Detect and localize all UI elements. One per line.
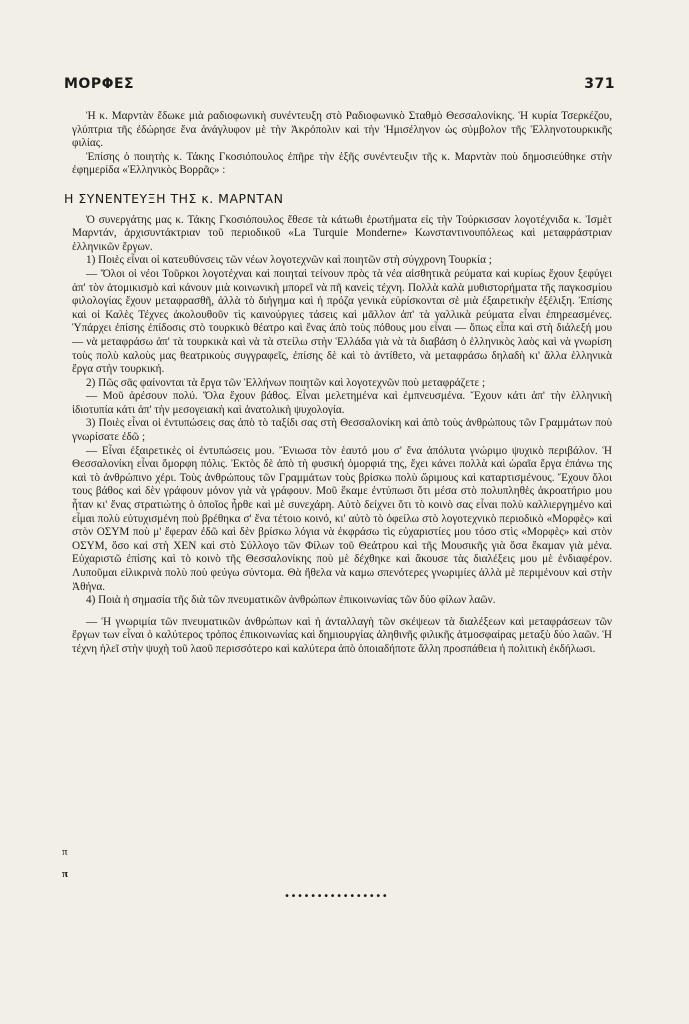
dotted-end-rule: •••••••••••••••• [284, 891, 389, 902]
question-2: 2) Πῶς σᾶς φαίνονται τὰ ἔργα τῶν Ἑλλήνων ποιητῶν καὶ λογοτεχνῶν ποὺ μεταφράζετε ; [86, 376, 486, 389]
answer-1: — Ὅλοι οἱ νέοι Τοῦρκοι λογοτέχναι καὶ ποιηταὶ τείνουν πρὸς τὰ νέα αἰσθητικὰ ρεύματα καὶ κυρίως ἔχουν ξεφύγει ἀπ' τὸν ἀτομικισμὸ καὶ κάνουν μιὰ κοινωνικὴ μπορεῖ νὰ πῆ κανεὶς τέχνη. Πολλὰ καλὰ μυθιστορήματα τῆς παγκοσμίου φιλολογίας ἔχουν μεταφρασθῆ, ἀλλὰ τὸ διήγημα καὶ ἡ πρόζα γενικὰ εὑρίσκονται σὲ μιὰ ἐξαιρετικὴν ἐξέλιξη. Ἐπίσης καὶ οἱ Καλὲς Τέχνες ἀκολουθοῦν τὶς καινούργιες τάσεις καὶ μᾶλλον ἀπ' τὰ γαλλικὰ ρεύματα εἶναι ἐπηρεασμένες. Ὑπάρχει ἐπίσης ἐπίδοσις στὸ τουρκικὸ θέατρο καὶ ἕνας ἀπὸ τοὺς πόθους μου εἶναι — ὅπως εἶπα καὶ στὴ διάλεξή μου — νὰ μεταφράσω ἀπ' τὰ τουρκικὰ καὶ νὰ τὰ στείλω στὴν Ἑλλάδα γιὰ νὰ τὰ διαβάση ὁ ἑλληνικὸς λαὸς καὶ νὰ γνωρίση τοὺς πολὺ καλοὺς μας θεατρικοὺς συγγραφεῖς, ἐπίσης δὲ καὶ τὸ ἀντίθετο, νὰ μεταφράσω δηλαδὴ κι' ἄλλα ἑλληνικὰ ἔργα στὴν τουρκική. [72, 267, 612, 376]
article-body [64, 110, 612, 657]
answer-3: — Εἶναι ἐξαιρετικὲς οἱ ἐντυπώσεις μου. Ἔνιωσα τὸν ἑαυτό μου σ' ἕνα ἀπόλυτα γνώριμο ψυχικὸ περιβάλον. Ἡ Θεσσαλονίκη εἶναι ὄμορφη πόλις. Ἐκτὸς δὲ ἀπὸ τὴ φυσική ὁμορφιά της, ἔχει κάνει πολλὰ καὶ ὡραῖα ἔργα ἐπάνω της καὶ τὸ ἀνθρώπινο χέρι. Τοὺς ἀνθρώπους τῶν Γραμμάτων τοὺς βρίσκω πολὺ ὥριμους καὶ καταρτισμένους. Ἔχουν ὅλοι τους βάθος καὶ δὲν γράφουν μόνον γιὰ νὰ γράφουν. Μοῦ ἔκαμε ἐντύπωσι ὅτι μέσα στὸ πολυπληθὲς ἀκροατήριο μου ἦταν κι' ἕνας στρατιώτης ὁ ὁποῖος ἦρθε καὶ μὲ συνεχάρη. Αὐτὸ δείχνει ὅτι τὸ κοινὸ σας εἶναι πολὺ καλλιεργημένο καὶ εἶμαι πολὺ εὐτυχισμένη ποὺ βρέθηκα σ' ἕνα τέτοιο κοινό, κι' αὐτὸ τὸ ὀφείλω στὸ λογοτεχνικὸ περιοδικὸ «Μορφὲς» καὶ στὸν ΟΣΥΜ ποὺ μ' ἔφεραν ἐδῶ καὶ δὲν βρίσκω λόγια νὰ ἐκφράσω τὶς εὐχαριστίες μου τόσο στὶς «Μορφὲς» καὶ στὸν ΟΣΥΜ, ὅσο καὶ στὴ ΧΕΝ καὶ στὸ Σύλλογο τῶν Φίλων τοῦ Θεάτρου καὶ τῆς Μουσικῆς γιὰ ὅσα ἔκαμαν γιὰ μένα. Εὐχαριστῶ ἐπίσης καὶ τὸ κοινὸ τῆς Θεσσαλονίκης ποὺ μὲ δέχθηκε καὶ ἄκουσε τὰς διαλέξεις μου μὲ ἐνδιαφέρον. Λυποῦμαι εἰλικρινὰ πολὺ ποὺ φεύγω σύντομα. Θὰ ἤθελα νὰ καμω σπενότερες γνωριμίες ἀλλὰ μὲ περιμένουν καὶ στὴν Ἀθήνα. [72, 444, 612, 593]
answer-4: — Ἡ γνωριμία τῶν πνευματικῶν ἀνθρώπων καὶ ἡ ἀνταλλαγὴ τῶν σκέψεων τὰ διαλέξεων καὶ μεταφράσεων τῶν ἔργων των εἶναι ὁ καλύτερος τρόπος ἐπικοινωνίας καὶ δημιουργίας ἀληθινῆς φιλικῆς ἀτμοσφαίρας μεταξὺ δύο λαῶν. Ἡ τέχνη ἠλεῖ στὴν ψυχὴ τοῦ λαοῦ περισσότερο καὶ καλύτερα ἀπὸ ὁποιαδήποτε ἄλλη προσπάθεια ἡ πολιτικὴ ἐκδήλωσι. [72, 615, 612, 655]
section-heading: Η ΣΥΝΕΝΤΕΥΞΗ ΤΗΣ κ. ΜΑΡΝΤΑΝ [64, 190, 284, 206]
page-number: 371 [584, 76, 615, 92]
question-4: 4) Ποιὰ ἡ σημασία τῆς διὰ τῶν πνευματικῶν ἀνθρώπων ἐπικοινωνίας τῶν δύο φίλων λαῶν. [86, 594, 496, 607]
marginal-mark-upper: π [62, 846, 68, 858]
question-3: 3) Ποιὲς εἶναι οἱ ἐντυπώσεις σας ἀπὸ τὸ ταξίδι σας στὴ Θεσσαλονίκη καὶ ἀπὸ τοὺς ἀνθρώπους τῶν Γραμμάτων ποὺ γνωρίσατε ἐδῶ ; [72, 417, 612, 444]
answer-2: — Μοῦ ἀρέσουν πολύ. Ὅλα ἔχουν βάθος. Εἶναι μελετημένα καὶ ἐμπνευσμένα. Ἔχουν κάτι ἀπ' τὴν ἑλληνικὴ ἰδιοτυπία κάτι ἀπ' τὴν μεσογειακὴ καὶ ἀνατολικὴ ψυχολογία. [72, 390, 612, 416]
intro-paragraph-2: Ἐπίσης ὁ ποιητὴς κ. Τάκης Γκοσιόπουλος ἐπῆρε τὴν ἑξῆς συνέντευξιν τῆς κ. Μαρντὰν ποὺ δημοσιεύθηκε στὴν ἐφημερίδα «Ἑλληνικὸς Βορρᾶς» : [72, 150, 612, 177]
marginal-mark-lower: π [62, 868, 69, 880]
journal-title: ΜΟΡΦΕΣ [64, 76, 135, 92]
question-1: 1) Ποιὲς εἶναι οἱ κατευθύνσεις τῶν νέων λογοτεχνῶν καὶ ποιητῶν στὴ σύγχρονη Τουρκία ; [86, 254, 492, 267]
interview-intro: Ὁ συνεργάτης μας κ. Τάκης Γκοσιόπουλος ἔθεσε τὰ κάτωθι ἐρωτήματα εἰς τὴν Τούρκισσαν λογοτέχνιδα κ. Ἰσμὲτ Μαρντάν, ἀρχισυντάκτριαν τοῦ περιοδικοῦ «La Turquie Monderne» Κωνσταντινουπόλεως καὶ μεταφράστριαν ἑλληνικῶν ἔργων. [72, 213, 612, 253]
running-header [64, 76, 615, 92]
intro-paragraph-1: Ἡ κ. Μαρντὰν ἔδωκε μιὰ ραδιοφωνικὴ συνέντευξη στὸ Ραδιοφωνικὸ Σταθμὸ Θεσσαλονίκης. Ἡ κυρία Τσερκέζου, γλύπτρια τῆς ἐδώρησε ἕνα ἀνάγλυφον μὲ τὴν Ἀκρόπολιν καὶ τὴν Ἡμισέληνον ὡς σύμβολον τῆς Ἑλληνοτουρκικῆς φιλίας. [72, 110, 612, 150]
